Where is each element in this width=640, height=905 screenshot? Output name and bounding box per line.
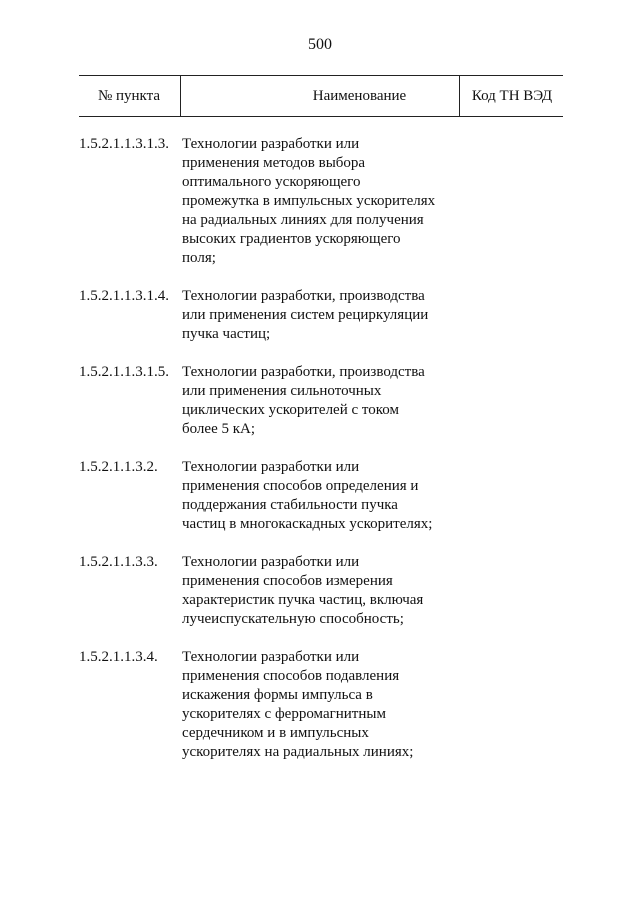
list-item <box>79 363 563 439</box>
entry-line: поддержания стабильности пучка <box>182 497 398 513</box>
entry-line: пучка частиц; <box>182 326 271 342</box>
entry-text <box>182 287 472 344</box>
entry-line: на радиальных линиях для получения <box>182 212 424 228</box>
entry-line: ускорителях с ферромагнитным <box>182 706 386 722</box>
entry-text <box>182 553 472 629</box>
entry-line: высоких градиентов ускоряющего <box>182 231 401 247</box>
entry-number: 1.5.2.1.1.3.3. <box>79 554 158 570</box>
entry-line: ускорителях на радиальных линиях; <box>182 744 414 760</box>
entry-line: промежутка в импульсных ускорителях <box>182 193 436 209</box>
entry-number: 1.5.2.1.1.3.2. <box>79 459 158 475</box>
entry-line: применения способов определения и <box>182 478 419 494</box>
entry-line: Технологии разработки или <box>182 649 360 665</box>
entry-number: 1.5.2.1.1.3.1.3. <box>79 136 169 152</box>
header-col-code: Код ТН ВЭД <box>459 76 564 116</box>
entry-text <box>182 648 472 762</box>
entry-line: характеристик пучка частиц, включая <box>182 592 424 608</box>
entry-line: более 5 кА; <box>182 421 256 437</box>
list-item <box>79 287 563 344</box>
entry-text <box>182 135 472 268</box>
list-item <box>79 648 563 762</box>
entry-line: Технологии разработки, производства <box>182 288 425 304</box>
entry-number: 1.5.2.1.1.3.4. <box>79 649 158 665</box>
header-col-number: № пункта <box>97 88 161 104</box>
entry-line: Технологии разработки, производства <box>182 364 425 380</box>
entry-text <box>182 363 472 439</box>
list-item <box>79 458 563 534</box>
entry-line: Технологии разработки или <box>182 136 360 152</box>
entry-line: применения способов подавления <box>182 668 400 684</box>
entry-line: применения способов измерения <box>182 573 393 589</box>
entry-number: 1.5.2.1.1.3.1.5. <box>79 364 169 380</box>
page-number: 500 <box>308 36 332 53</box>
entry-line: применения методов выбора <box>182 155 366 171</box>
entry-line: оптимального ускоряющего <box>182 174 361 190</box>
entry-line: частиц в многокаскадных ускорителях; <box>182 516 433 532</box>
list-item <box>79 553 563 629</box>
entry-line: Технологии разработки или <box>182 459 360 475</box>
table-header <box>79 75 563 117</box>
entry-text <box>182 458 472 534</box>
entry-line: или применения систем рециркуляции <box>182 307 429 323</box>
entry-line: лучеиспускательную способность; <box>182 611 404 627</box>
entries-list <box>79 135 563 781</box>
header-col-name: Наименование <box>180 76 538 116</box>
entry-line: Технологии разработки или <box>182 554 360 570</box>
entry-line: или применения сильноточных <box>182 383 382 399</box>
entry-line: сердечником и в импульсных <box>182 725 369 741</box>
entry-line: искажения формы импульса в <box>182 687 373 703</box>
list-item <box>79 135 563 268</box>
entry-number: 1.5.2.1.1.3.1.4. <box>79 288 169 304</box>
entry-line: циклических ускорителей с током <box>182 402 399 418</box>
entry-line: поля; <box>182 250 216 266</box>
